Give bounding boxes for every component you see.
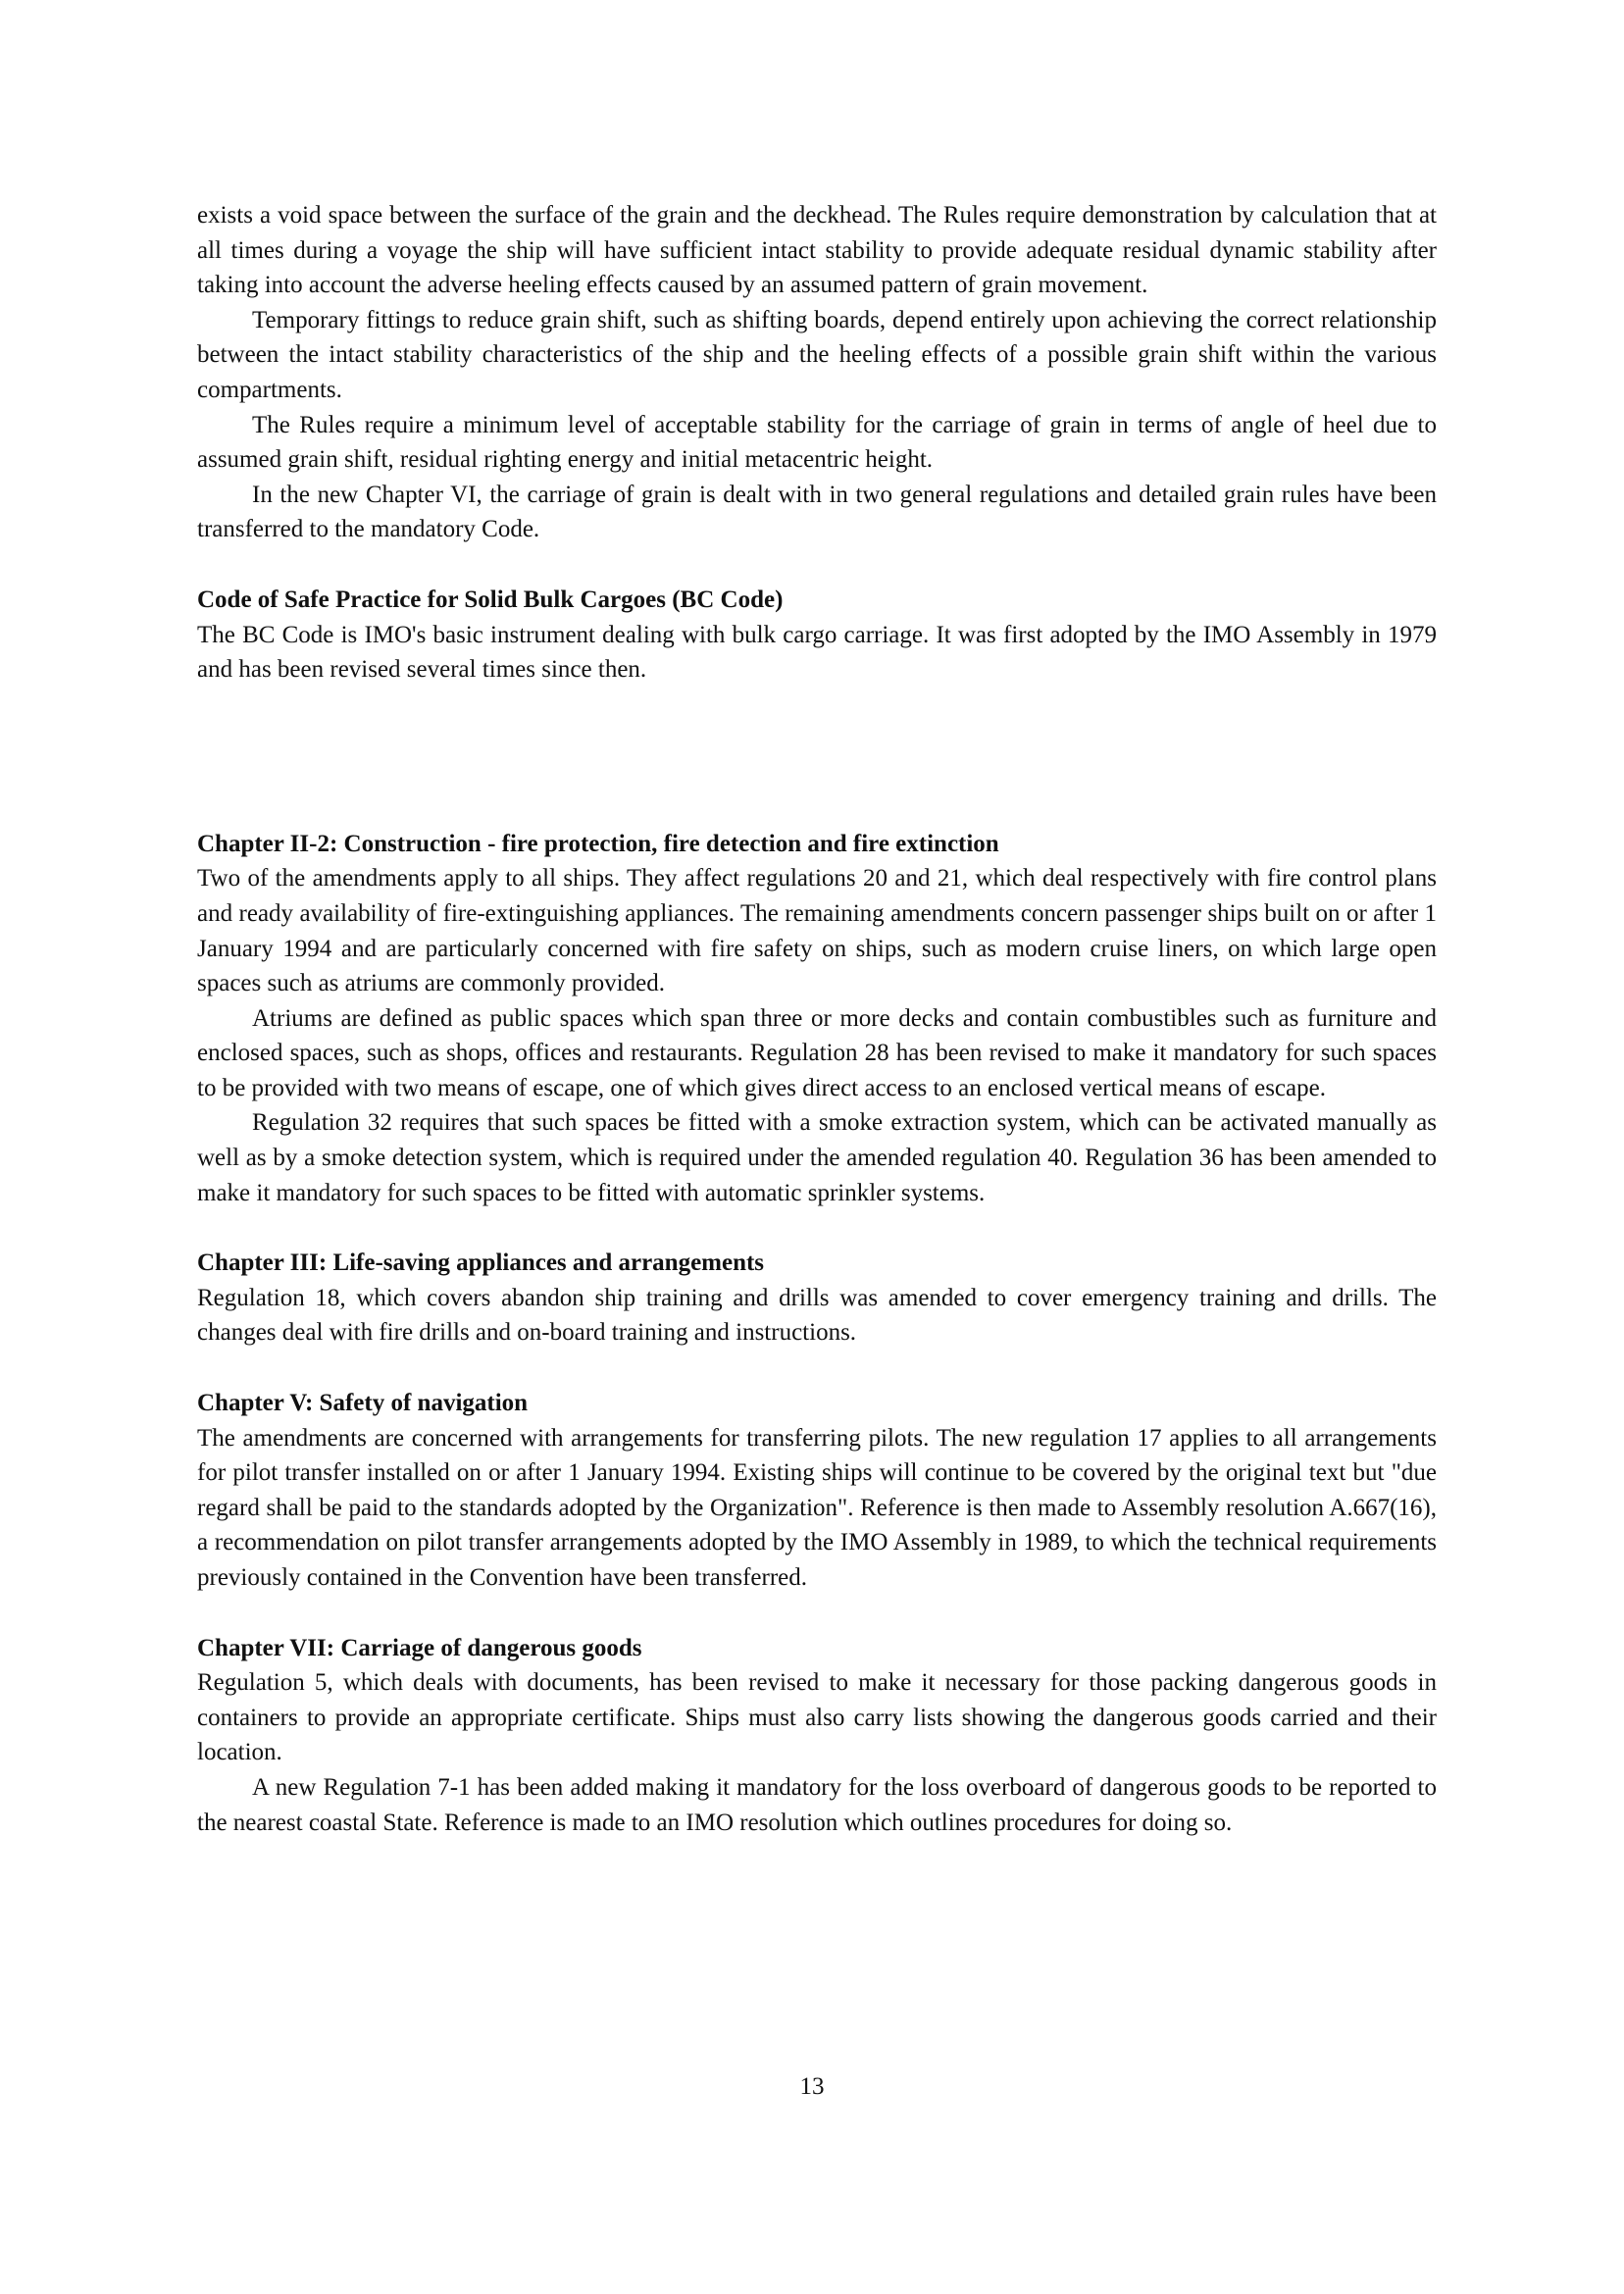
section-paragraph: The BC Code is IMO's basic instrument dealing with bulk cargo carriage. It was first adopted by the IMO Assembly in 1979 and has been revised several times since then. bbox=[197, 621, 1437, 684]
section-heading: Chapter V: Safety of navigation bbox=[197, 1390, 529, 1417]
intro-paragraph: The Rules require a minimum level of acceptable stability for the carriage of grain in terms of angle of heel due to assumed grain shift, residual righting energy and initial metacentric height. bbox=[197, 411, 1437, 474]
intro-paragraph: Temporary fittings to reduce grain shift, such as shifting boards, depend entirely upon achieving the correct relationship between the intact stability characteristics of the ship and the heeling effects of a possible grain shift within the various compartments. bbox=[197, 306, 1437, 403]
intro-paragraph: exists a void space between the surface of the grain and the deckhead. The Rules require demonstration by calculation that at all times during a voyage the ship will have sufficient intact stability to provide adequate residual dynamic stability after taking into account the adverse heeling effects caused by an assumed pattern of grain movement. bbox=[197, 202, 1437, 299]
section-chapter-ii-2 bbox=[197, 827, 1437, 1211]
section-heading: Chapter II-2: Construction - fire protection, fire detection and fire extinction bbox=[197, 830, 999, 857]
section-paragraph: Regulation 18, which covers abandon ship training and drills was amended to cover emergency training and drills. The changes deal with fire drills and on-board training and instructions. bbox=[197, 1284, 1437, 1347]
section-paragraph: Regulation 5, which deals with documents, has been revised to make it necessary for those packing dangerous goods in containers to provide an appropriate certificate. Ships must also carry lists showing the dangerous goods carried and their location. bbox=[197, 1669, 1437, 1766]
section-paragraph: A new Regulation 7-1 has been added making it mandatory for the loss overboard of dangerous goods to be reported to the nearest coastal State. Reference is made to an IMO resolution which outlines procedures for doing so. bbox=[197, 1773, 1437, 1836]
section-chapter-iii bbox=[197, 1246, 1437, 1351]
section-heading: Code of Safe Practice for Solid Bulk Cargoes (BC Code) bbox=[197, 586, 784, 613]
section-chapter-v bbox=[197, 1386, 1437, 1596]
page-content bbox=[197, 198, 1437, 1840]
section-bc-code bbox=[197, 583, 1437, 688]
section-heading: Chapter III: Life-saving appliances and arrangements bbox=[197, 1249, 765, 1277]
section-heading: Chapter VII: Carriage of dangerous goods bbox=[197, 1634, 642, 1661]
page-number: 13 bbox=[799, 2073, 825, 2100]
section-chapter-vii bbox=[197, 1631, 1437, 1841]
section-paragraph: Two of the amendments apply to all ships. They affect regulations 20 and 21, which deal respectively with fire control plans and ready availability of fire-extinguishing appliances. The remaining amendments concern passenger ships built on or after 1 January 1994 and are particularly concerned with fire safety on ships, such as modern cruise liners, on which large open spaces such as atriums are commonly provided. bbox=[197, 865, 1437, 997]
section-paragraph: Regulation 32 requires that such spaces be fitted with a smoke extraction system, which can be activated manually as well as by a smoke detection system, which is required under the amended regulation 40. Regulation 36 has been amended to make it mandatory for such spaces to be fitted with automatic sprinkler systems. bbox=[197, 1109, 1437, 1206]
section-paragraph: Atriums are defined as public spaces which span three or more decks and contain combustibles such as furniture and enclosed spaces, such as shops, offices and restaurants. Regulation 28 has been revised to make it mandatory for such spaces to be provided with two means of escape, one of which gives direct access to an enclosed vertical means of escape. bbox=[197, 1004, 1437, 1101]
section-paragraph: The amendments are concerned with arrangements for transferring pilots. The new regulation 17 applies to all arrangements for pilot transfer installed on or after 1 January 1994. Existing ships will continue to be covered by the original text but "due regard shall be paid to the standards adopted by the Organization". Reference is then made to Assembly resolution A.667(16), a recommendation on pilot transfer arrangements adopted by the IMO Assembly in 1989, to which the technical requirements previously contained in the Convention have been transferred. bbox=[197, 1424, 1437, 1591]
intro-paragraph: In the new Chapter VI, the carriage of grain is dealt with in two general regulations and detailed grain rules have been transferred to the mandatory Code. bbox=[197, 481, 1437, 543]
